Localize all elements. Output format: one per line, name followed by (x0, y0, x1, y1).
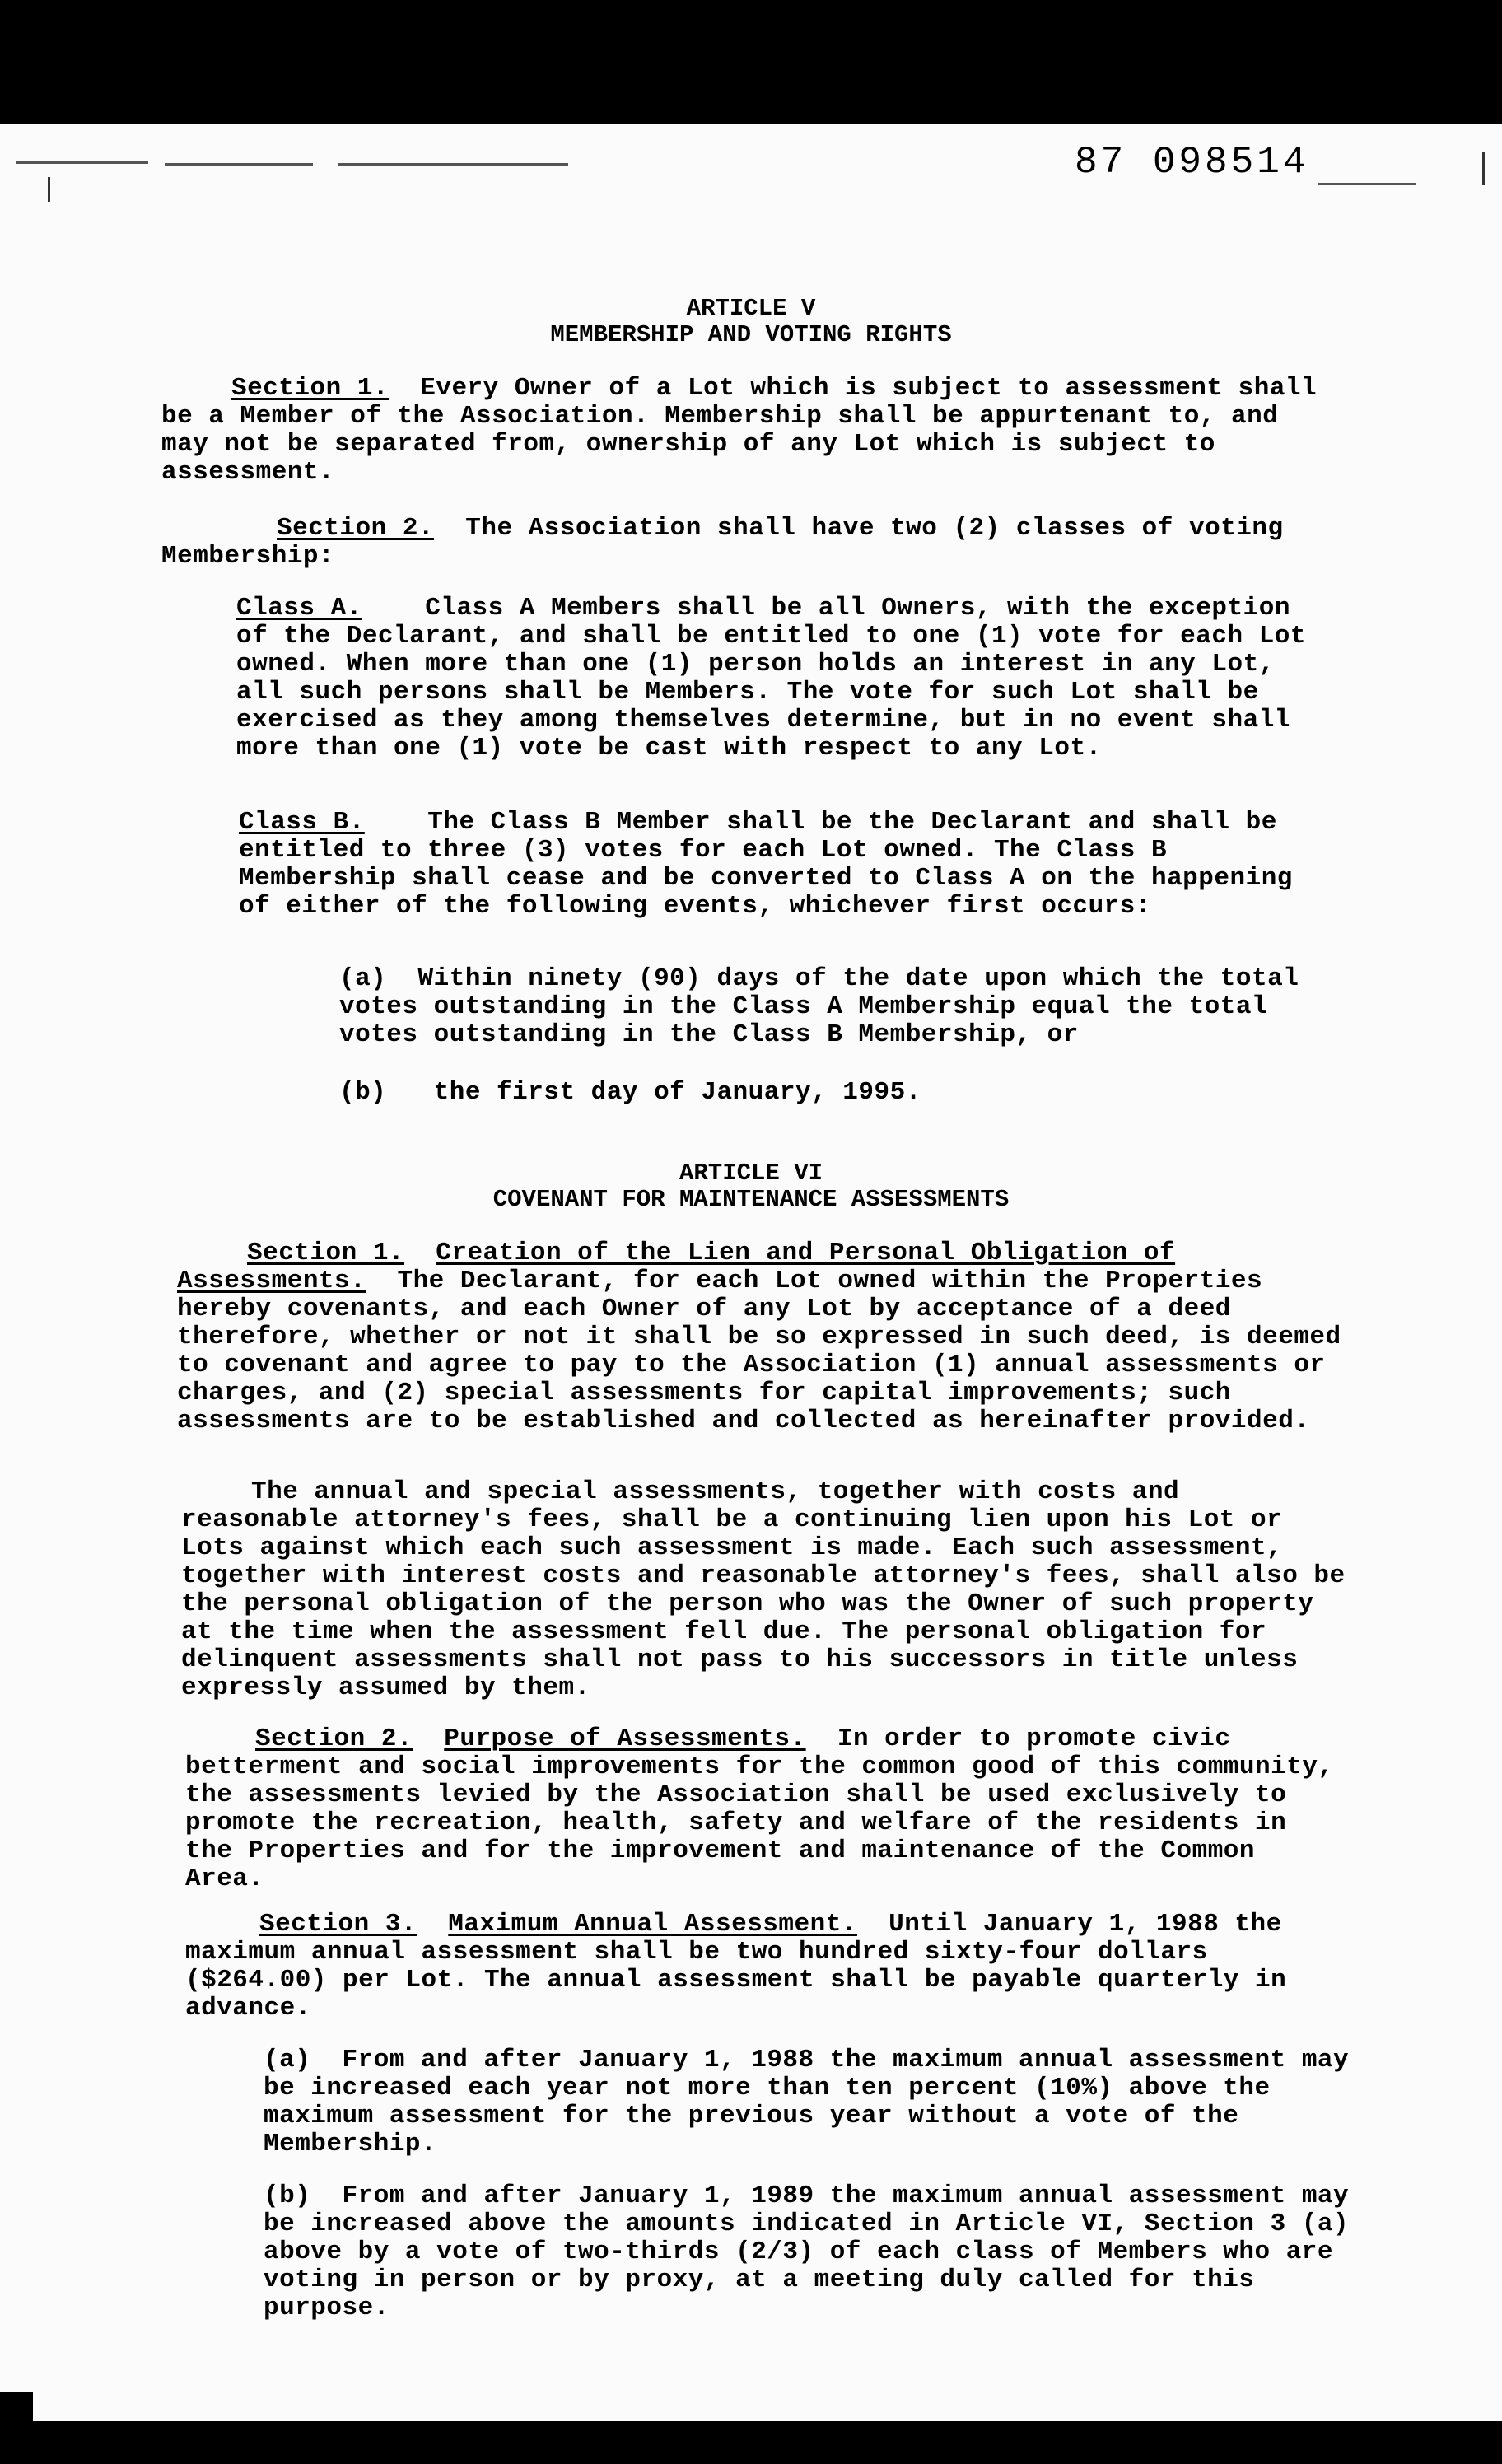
item-label: (b) (264, 2182, 311, 2210)
section-3-item-a (264, 2046, 1350, 2158)
class-label: Class B. (239, 808, 365, 837)
item-text: From and after January 1, 1989 the maximum annual assessment may be increased above the amounts indicated in Article VI, Section 3 (a) above by a vote of two-thirds (2/3) of each class of Members who are voting in person or by proxy, at a meeting duly called for this purpose. (264, 2182, 1350, 2322)
article-vi-subtitle: COVENANT FOR MAINTENANCE ASSESSMENTS (492, 1186, 1010, 1213)
item-text: the first day of January, 1995. (433, 1078, 921, 1107)
section-label: Section 2. (277, 514, 435, 543)
section-text: Until January 1, 1988 the maximum annual assessment shall be two hundred sixty-four dollars ($264.00) per Lot. The annual assessment shall be payable quarterly in advance. (185, 1910, 1287, 2023)
section-3-item-b (264, 2182, 1350, 2322)
paragraph-text: The annual and special assessments, together with costs and reasonable attorney's fees, shall be a continuing lien upon his Lot or Lots against which each such assessment is made. Each such assessment, together with interest costs and reasonable attorney's fees, shall also be the personal obligation of the person who was the Owner of such property at the time when the assessment fell due. The personal obligation for delinquent assessments shall not pass to his successors in title unless expressly assumed by them. (181, 1477, 1346, 1702)
scan-border-bottom (0, 2421, 1502, 2464)
scan-artifact (338, 163, 568, 166)
section-text: Every Owner of a Lot which is subject to assessment shall be a Member of the Association. Membership shall be appurtenant to, and may not be separated from, ownership of any Lot which is subject to assessment. (161, 374, 1318, 487)
scan-edge (0, 2392, 33, 2425)
article-vi-section-1 (177, 1239, 1346, 1435)
class-label: Class A. (236, 594, 362, 623)
article-vi-section-3 (185, 1911, 1346, 2023)
article-vi-section-2 (185, 1725, 1346, 1893)
section-heading: Maximum Annual Assessment. (448, 1910, 857, 1939)
scan-artifact (1482, 152, 1485, 185)
item-text: Within ninety (90) days of the date upon which the total votes outstanding in the Class A Membership equal the total votes outstanding in the Class B Membership, or (339, 964, 1299, 1049)
class-text: The Class B Member shall be the Declarant and shall be entitled to three (3) votes for each Lot owned. The Class B Membership shall cease and be converted to Class A on the happening of either of the following events, whichever first occurs: (239, 808, 1293, 921)
section-label: Section 3. (259, 1910, 417, 1939)
class-b-item-b (339, 1079, 1327, 1107)
article-vi-title: ARTICLE VI (679, 1160, 823, 1187)
item-label: (b) (339, 1078, 387, 1107)
article-v-subtitle: MEMBERSHIP AND VOTING RIGHTS (550, 321, 952, 348)
scan-artifact (48, 177, 50, 202)
article-v-title: ARTICLE V (686, 295, 816, 322)
scan-artifact (16, 161, 148, 164)
item-text: From and after January 1, 1988 the maximum annual assessment may be increased each year not more than ten percent (10%) above the maximum assessment for the previous year without a vote of the Membership. (264, 2046, 1350, 2158)
section-text: The Declarant, for each Lot owned within the Properties hereby covenants, and each Owner of any Lot by acceptance of a deed therefore, whether or not it shall be so expressed in such deed, is deemed to covenant and agree to pay to the Association (1) annual assessments or charges, and (2) special assessments for capital improvements; such assessments are to be established and collected as hereinafter provided. (177, 1267, 1341, 1435)
section-heading: Creation of the Lien and Personal Obligation of Assessments. (177, 1239, 1176, 1295)
lien-paragraph (181, 1478, 1346, 1702)
article-v-section-1 (161, 375, 1331, 487)
scan-artifact (1318, 183, 1416, 185)
section-text: The Association shall have two (2) classes of voting Membership: (161, 514, 1284, 571)
section-label: Section 2. (255, 1724, 413, 1753)
item-label: (a) (339, 964, 387, 993)
section-text: In order to promote civic betterment and social improvements for the common good of this community, the assessments levied by the Association shall be used exclusively to promote the recreation, health, safety and welfare of the residents in the Properties and for the improvement and maintenance of the Common Area. (185, 1724, 1334, 1893)
section-heading: Purpose of Assessments. (444, 1724, 806, 1753)
scan-artifact (165, 163, 313, 166)
class-text: Class A Members shall be all Owners, with the exception of the Declarant, and shall be entitled to one (1) vote for each Lot owned. When more than one (1) person holds an interest in any Lot, all such persons shall be Members. The vote for such Lot shall be exercised as they among themselves determine, but in no event shall more than one (1) vote be cast with respect to any Lot. (236, 594, 1307, 763)
class-b-item-a (339, 965, 1327, 1049)
class-a-paragraph (236, 595, 1332, 763)
article-v-section-2 (161, 515, 1331, 571)
document-number-stamp: 87 098514 (1075, 141, 1309, 184)
section-label: Section 1. (247, 1239, 405, 1267)
section-label: Section 1. (231, 374, 389, 403)
class-b-paragraph (239, 809, 1334, 921)
item-label: (a) (264, 2046, 311, 2074)
